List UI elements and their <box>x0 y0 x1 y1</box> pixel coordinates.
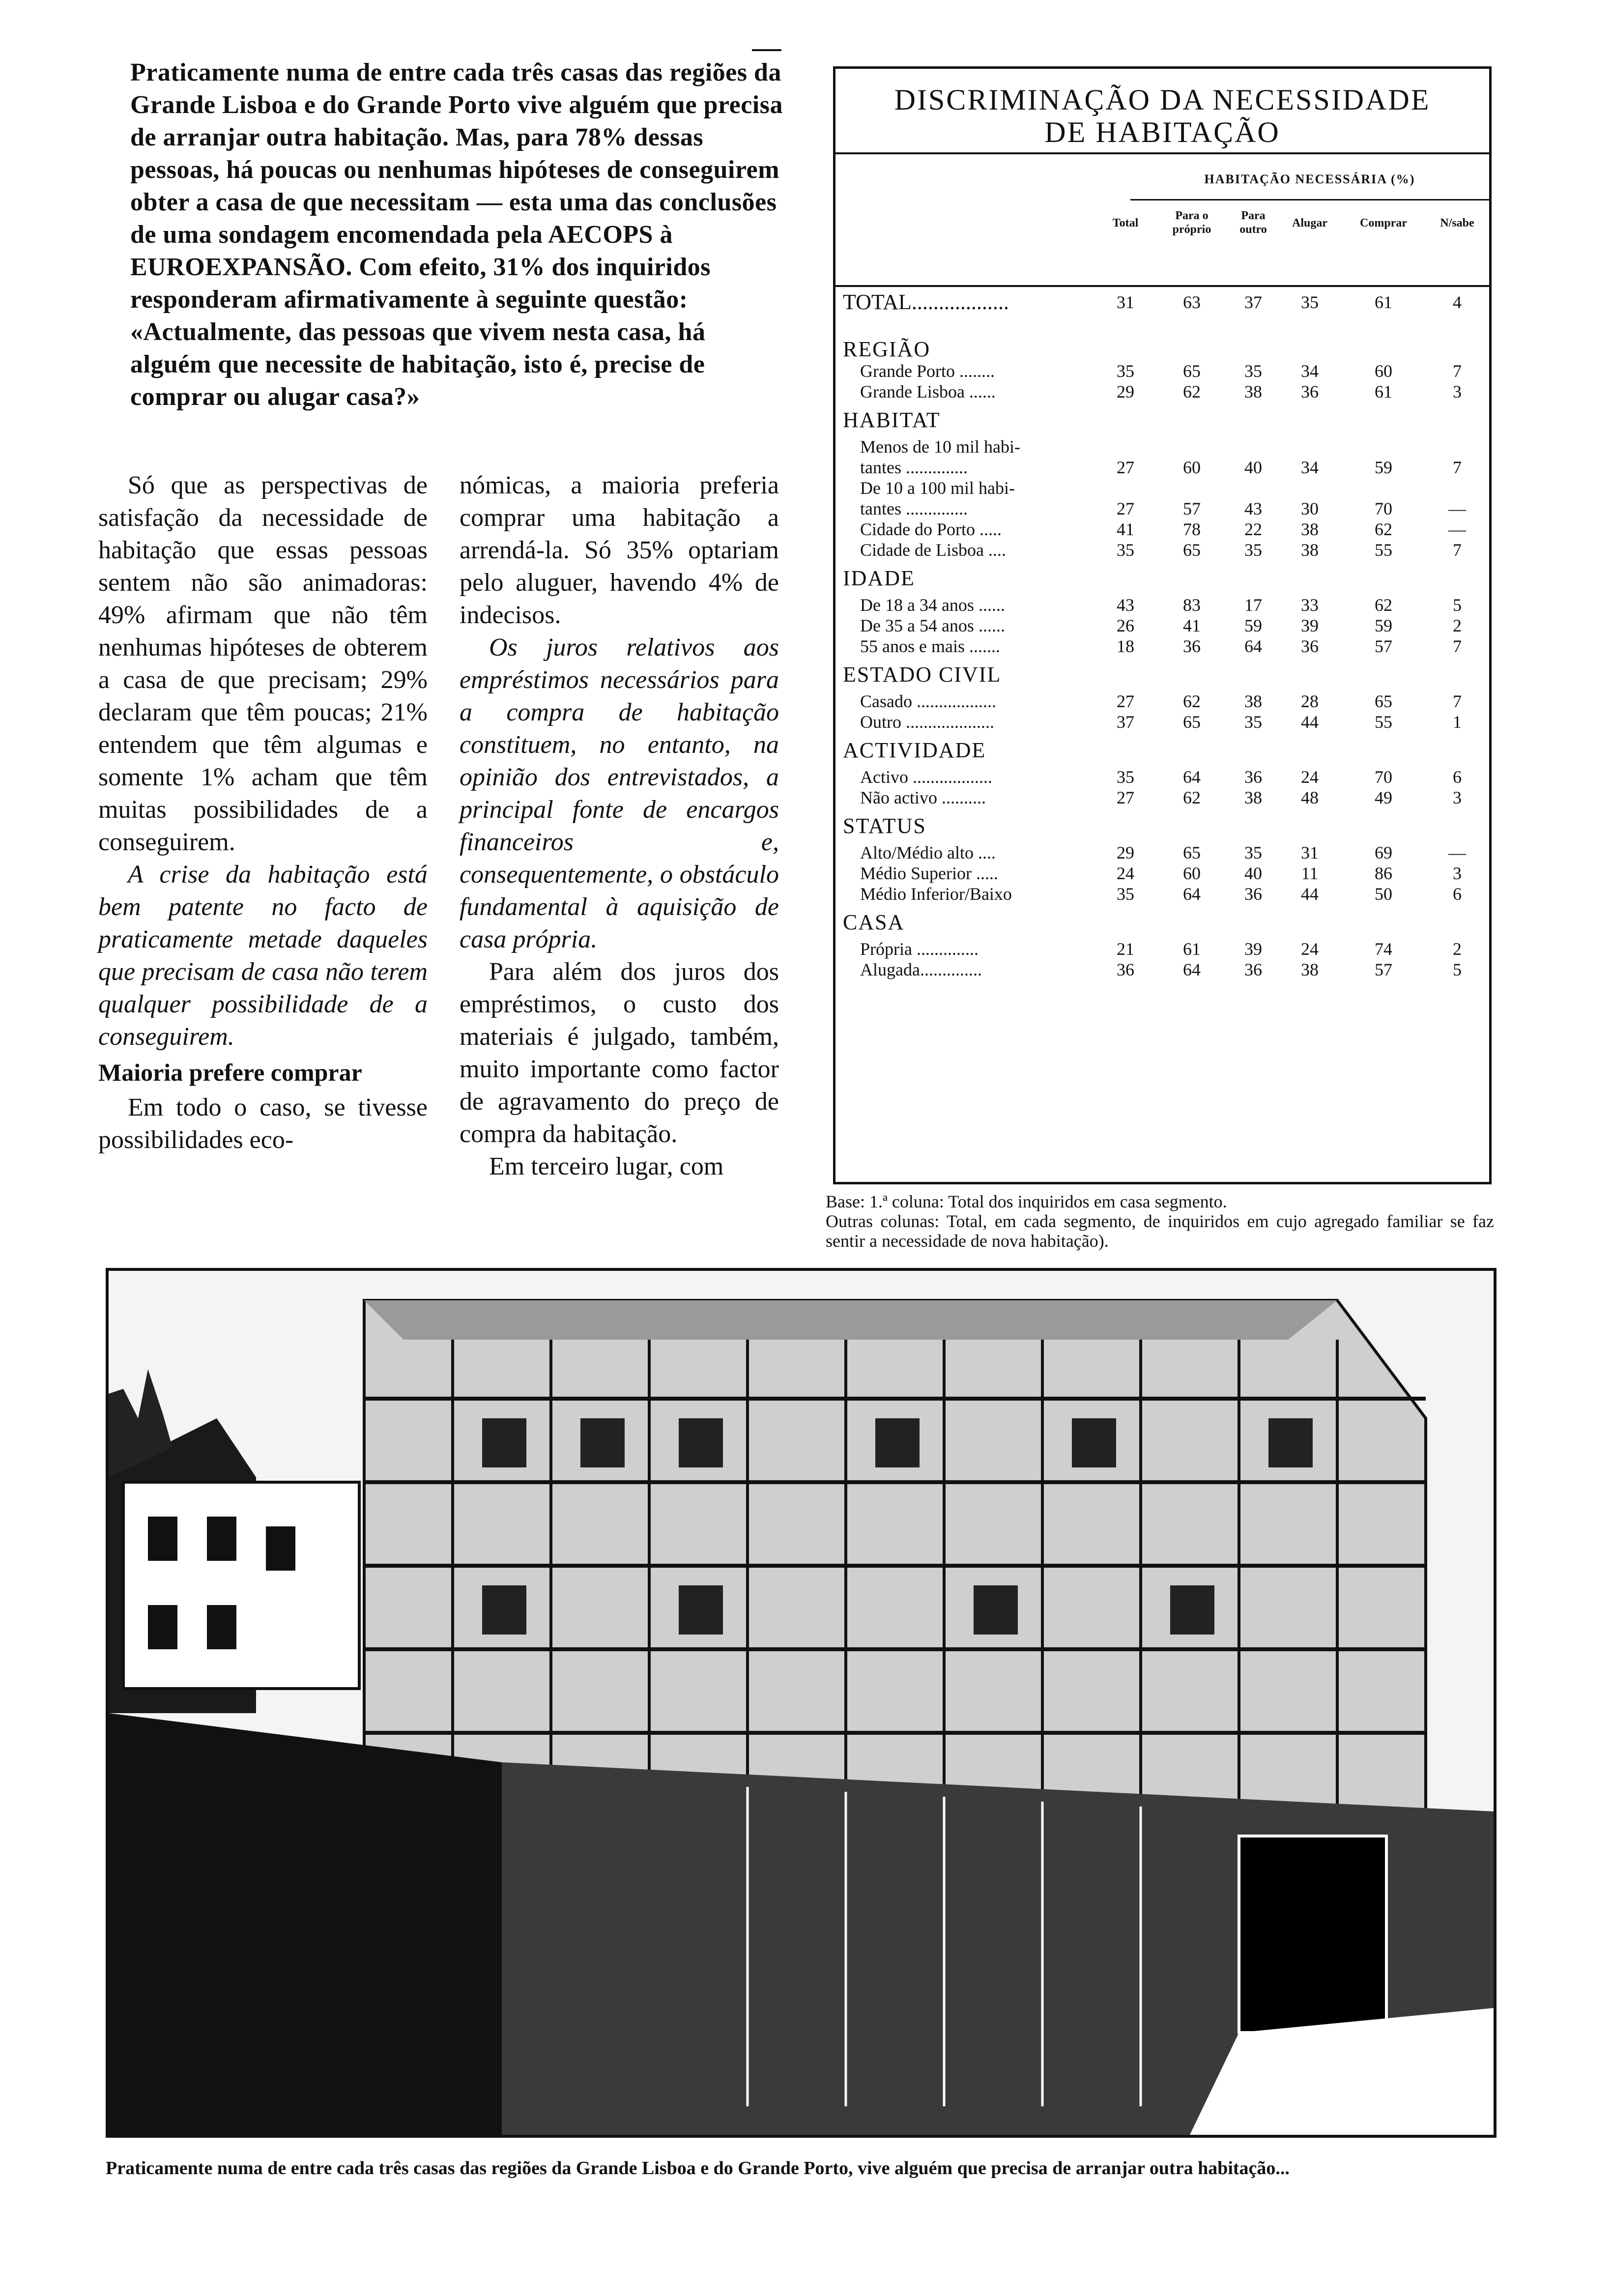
table-row-label: Outro .................... <box>860 712 994 732</box>
table-row <box>835 863 1489 886</box>
table-cell: 57 <box>1183 499 1201 518</box>
table-row-label: 55 anos e mais ....... <box>860 636 1000 656</box>
table-cell: 29 <box>1117 843 1134 862</box>
table-row <box>835 616 1489 638</box>
table-row-label: Cidade do Porto ..... <box>860 519 1002 539</box>
table-cell: 61 <box>1375 292 1392 312</box>
table-cell: 86 <box>1375 863 1392 883</box>
table-cell: 4 <box>1453 292 1462 312</box>
table-cell: 59 <box>1244 616 1262 635</box>
table-cell: 27 <box>1117 499 1134 518</box>
table-cell: — <box>1448 499 1466 518</box>
table-section-label: ACTIVIDADE <box>843 738 986 762</box>
table-row-label: Alugada.............. <box>860 960 982 979</box>
table-cell: 1 <box>1453 712 1462 732</box>
table-cell: 40 <box>1244 863 1262 883</box>
col-header-proprio <box>1162 209 1221 236</box>
table-section-label: CASA <box>843 910 905 934</box>
table-row-label: Casado .................. <box>860 691 996 711</box>
table-cell: 11 <box>1301 863 1319 883</box>
table-row <box>835 458 1489 480</box>
col2-paragraph-2: Os juros relativos aos empréstimos necessários para a compra de habitação constituem, no entanto, na opinião dos entrevistados, a principal fonte de encargos financeiros e, consequentemente, o obstáculo fundamental à aquisição de casa própria. <box>460 633 779 953</box>
table-row-label: De 35 a 54 anos ...... <box>860 616 1005 635</box>
col-header-proprio-line-1: Para o <box>1175 209 1209 222</box>
table-cell: 83 <box>1183 595 1201 615</box>
table-row <box>835 519 1489 542</box>
table-cell: 40 <box>1244 458 1262 477</box>
table-row-label: Activo .................. <box>860 767 992 787</box>
table-cell: 31 <box>1117 292 1134 312</box>
table-cell: 57 <box>1375 636 1392 656</box>
photo-caption: Praticamente numa de entre cada três casas das regiões da Grande Lisboa e do Grande Porto, vive alguém que precisa de arranjar outra habitação... <box>106 2158 1290 2179</box>
table-cell: 7 <box>1453 540 1462 560</box>
table-row <box>835 478 1489 501</box>
table-cell: 62 <box>1375 595 1392 615</box>
table-cell: 61 <box>1183 939 1201 959</box>
table-cell: 7 <box>1453 361 1462 381</box>
table-cell: 26 <box>1117 616 1134 635</box>
table-cell: 38 <box>1301 540 1319 560</box>
table-title-line-1: DISCRIMINAÇÃO DA NECESSIDADE <box>894 84 1431 116</box>
table-cell: 39 <box>1244 939 1262 959</box>
table-cell: 64 <box>1183 884 1201 904</box>
table-cell: 43 <box>1244 499 1262 518</box>
table-cell: 3 <box>1453 382 1462 402</box>
table-cell: 36 <box>1183 636 1201 656</box>
table-row <box>835 960 1489 982</box>
lead-paragraph <box>130 57 789 413</box>
table-cell: 61 <box>1375 382 1392 402</box>
table-row <box>835 382 1489 404</box>
table-cell: 36 <box>1301 636 1319 656</box>
table-cell: 21 <box>1117 939 1134 959</box>
table-rule <box>1130 199 1489 201</box>
table-cell: 70 <box>1375 499 1392 518</box>
table-cell: 65 <box>1183 843 1201 862</box>
col-header-nsabe: N/sabe <box>1440 217 1474 230</box>
table-cell: 38 <box>1244 691 1262 711</box>
table-cell: 65 <box>1375 691 1392 711</box>
table-row <box>835 437 1489 459</box>
statistics-table <box>833 66 1492 1184</box>
table-cell: 35 <box>1244 843 1262 862</box>
table-title <box>835 84 1489 148</box>
table-cell: 62 <box>1375 519 1392 539</box>
table-cell: 39 <box>1301 616 1319 635</box>
table-section-label: STATUS <box>843 814 926 838</box>
table-section-label: REGIÃO <box>843 337 931 361</box>
table-cell: 65 <box>1183 361 1201 381</box>
table-cell: — <box>1448 519 1466 539</box>
body-column-1 <box>98 469 428 1156</box>
table-rule <box>835 285 1489 287</box>
table-row <box>835 712 1489 735</box>
table-cell: 60 <box>1183 863 1201 883</box>
table-cell: 24 <box>1301 939 1319 959</box>
table-cell: 37 <box>1244 292 1262 312</box>
table-cell: 36 <box>1244 884 1262 904</box>
table-cell: 55 <box>1375 712 1392 732</box>
table-cell: 41 <box>1183 616 1201 635</box>
table-row <box>835 788 1489 810</box>
table-cell: 65 <box>1183 540 1201 560</box>
subheading: Maioria prefere comprar <box>98 1059 362 1086</box>
table-cell: 28 <box>1301 691 1319 711</box>
table-cell: 78 <box>1183 519 1201 539</box>
table-cell: 64 <box>1244 636 1262 656</box>
table-cell: 27 <box>1117 691 1134 711</box>
table-cell: 27 <box>1117 458 1134 477</box>
table-cell: 35 <box>1117 540 1134 560</box>
table-cell: 35 <box>1244 540 1262 560</box>
table-cell: 22 <box>1244 519 1262 539</box>
table-cell: 65 <box>1183 712 1201 732</box>
col1-paragraph-1: Só que as perspectivas de satisfação da necessidade de habitação que essas pessoas sentem não são animadoras: 49% afirmam que não têm nenhumas hipóteses de obterem a casa de que precisam; 29% declaram que têm poucas; 21% entendem que têm algumas e somente 1% acham que têm muitas possibilidades de a conseguirem. <box>98 471 428 856</box>
col-header-outro-line-1: Para <box>1241 209 1266 222</box>
col-header-alugar: Alugar <box>1292 217 1327 230</box>
table-row <box>835 939 1489 962</box>
table-cell: 43 <box>1117 595 1134 615</box>
table-cell: 17 <box>1244 595 1262 615</box>
table-cell: 2 <box>1453 939 1462 959</box>
table-cell: 35 <box>1117 884 1134 904</box>
table-cell: 34 <box>1301 458 1319 477</box>
col-header-outro-line-2: outro <box>1239 223 1267 236</box>
table-cell: 62 <box>1183 382 1201 402</box>
table-cell: 5 <box>1453 960 1462 979</box>
table-row-label: De 10 a 100 mil habi- <box>860 478 1015 498</box>
table-cell: 36 <box>1117 960 1134 979</box>
table-cell: 36 <box>1244 960 1262 979</box>
table-cell: 35 <box>1301 292 1319 312</box>
table-row-label: Médio Inferior/Baixo <box>860 884 1012 904</box>
table-row <box>835 499 1489 521</box>
table-cell: 38 <box>1244 382 1262 402</box>
table-row <box>835 361 1489 384</box>
table-group-header: HABITAÇÃO NECESSÁRIA (%) <box>1204 172 1415 186</box>
top-rule <box>752 49 781 51</box>
table-cell: 64 <box>1183 767 1201 787</box>
table-cell: 60 <box>1183 458 1201 477</box>
table-cell: 3 <box>1453 863 1462 883</box>
table-cell: 44 <box>1301 712 1319 732</box>
table-cell: 34 <box>1301 361 1319 381</box>
table-row-label: tantes .............. <box>860 499 968 518</box>
table-row <box>835 595 1489 618</box>
table-cell: 48 <box>1301 788 1319 807</box>
table-cell: 63 <box>1183 292 1201 312</box>
table-cell: 69 <box>1375 843 1392 862</box>
table-cell: 44 <box>1301 884 1319 904</box>
col-header-outro <box>1224 209 1283 236</box>
table-cell: 74 <box>1375 939 1392 959</box>
table-row-label: Menos de 10 mil habi- <box>860 437 1020 457</box>
table-cell: 62 <box>1183 691 1201 711</box>
table-cell: 35 <box>1117 767 1134 787</box>
table-cell: 49 <box>1375 788 1392 807</box>
table-cell: 35 <box>1244 361 1262 381</box>
table-cell: 29 <box>1117 382 1134 402</box>
table-cell: 7 <box>1453 458 1462 477</box>
table-row-label: Grande Porto ........ <box>860 361 995 381</box>
table-rule <box>835 152 1489 154</box>
table-row-label: TOTAL.................. <box>843 290 1009 314</box>
table-cell: — <box>1448 843 1466 862</box>
table-section-label: HABITAT <box>843 408 941 432</box>
table-cell: 36 <box>1301 382 1319 402</box>
table-cell: 59 <box>1375 458 1392 477</box>
table-row-label: De 18 a 34 anos ...... <box>860 595 1005 615</box>
table-cell: 57 <box>1375 960 1392 979</box>
table-cell: 3 <box>1453 788 1462 807</box>
table-cell: 41 <box>1117 519 1134 539</box>
col2-paragraph-1: nómicas, a maioria preferia comprar uma habitação a arrendá-la. Só 35% optariam pelo aluguer, havendo 4% de indecisos. <box>460 471 779 629</box>
table-note-line-1: Base: 1.ª coluna: Total dos inquiridos em casa segmento. <box>826 1192 1227 1211</box>
table-cell: 35 <box>1244 712 1262 732</box>
table-cell: 38 <box>1244 788 1262 807</box>
table-cell: 60 <box>1375 361 1392 381</box>
table-cell: 24 <box>1117 863 1134 883</box>
table-row-label: tantes .............. <box>860 458 968 477</box>
table-note <box>826 1192 1494 1251</box>
table-row <box>835 691 1489 714</box>
table-cell: 37 <box>1117 712 1134 732</box>
table-cell: 5 <box>1453 595 1462 615</box>
table-cell: 38 <box>1301 519 1319 539</box>
table-cell: 18 <box>1117 636 1134 656</box>
col-header-comprar: Comprar <box>1360 217 1407 230</box>
table-cell: 7 <box>1453 691 1462 711</box>
table-cell: 31 <box>1301 843 1319 862</box>
table-cell: 24 <box>1301 767 1319 787</box>
table-row-label: Alto/Médio alto .... <box>860 843 996 862</box>
table-cell: 36 <box>1244 767 1262 787</box>
lead-text: Praticamente numa de entre cada três casas das regiões da Grande Lisboa e do Grande Porto vive alguém que precisa de arranjar outra habitação. Mas, para 78% dessas pessoas, há poucas ou nenhumas hipóteses de conseguirem obter a casa de que necessitam — esta uma das conclusões de uma sondagem encomendada pela AECOPS à EUROEXPANSÃO. Com efeito, 31% dos inquiridos responderam afirmativamente à seguinte questão: «Actualmente, das pessoas que vivem nesta casa, há alguém que necessite de habitação, isto é, precise de comprar ou alugar casa?» <box>130 58 783 411</box>
table-row-label: Cidade de Lisboa .... <box>860 540 1006 560</box>
table-note-line-2: Outras colunas: Total, em cada segmento, de inquiridos em cujo agregado familiar se faz sentir a necessidade de nova habitação). <box>826 1211 1494 1251</box>
col-header-total: Total <box>1112 217 1139 230</box>
col2-paragraph-3: Para além dos juros dos empréstimos, o custo dos materiais é julgado, também, muito importante como factor de agravamento do preço de compra da habitação. <box>460 958 779 1148</box>
table-cell: 55 <box>1375 540 1392 560</box>
table-cell: 7 <box>1453 636 1462 656</box>
table-cell: 50 <box>1375 884 1392 904</box>
table-cell: 27 <box>1117 788 1134 807</box>
table-row <box>835 884 1489 907</box>
table-row-label: Grande Lisboa ...... <box>860 382 996 402</box>
table-section-label: IDADE <box>843 566 915 590</box>
table-cell: 70 <box>1375 767 1392 787</box>
table-row <box>835 540 1489 563</box>
table-cell: 59 <box>1375 616 1392 635</box>
table-cell: 35 <box>1117 361 1134 381</box>
col1-paragraph-3: Em todo o caso, se tivesse possibilidades eco- <box>98 1093 428 1154</box>
table-section-label: ESTADO CIVIL <box>843 662 1002 687</box>
table-row <box>835 767 1489 790</box>
table-cell: 33 <box>1301 595 1319 615</box>
table-row <box>835 292 1489 315</box>
table-cell: 64 <box>1183 960 1201 979</box>
table-row-label: Médio Superior ..... <box>860 863 998 883</box>
col1-paragraph-2: A crise da habitação está bem patente no facto de praticamente metade daqueles que precisam de casa não terem qualquer possibilidade de a conseguirem. <box>98 861 428 1051</box>
table-row-label: Própria .............. <box>860 939 979 959</box>
table-cell: 2 <box>1453 616 1462 635</box>
table-cell: 30 <box>1301 499 1319 518</box>
col-header-proprio-line-2: próprio <box>1172 223 1211 236</box>
table-title-line-2: DE HABITAÇÃO <box>1044 116 1280 148</box>
table-cell: 6 <box>1453 767 1462 787</box>
table-row <box>835 843 1489 865</box>
photo <box>106 1268 1497 2138</box>
table-cell: 6 <box>1453 884 1462 904</box>
col2-paragraph-4: Em terceiro lugar, com <box>489 1152 724 1180</box>
table-row-label: Não activo .......... <box>860 788 986 807</box>
building-scaffold-photo <box>109 1271 1494 2135</box>
table-cell: 62 <box>1183 788 1201 807</box>
table-cell: 38 <box>1301 960 1319 979</box>
body-column-2 <box>460 469 779 1183</box>
table-row <box>835 636 1489 659</box>
